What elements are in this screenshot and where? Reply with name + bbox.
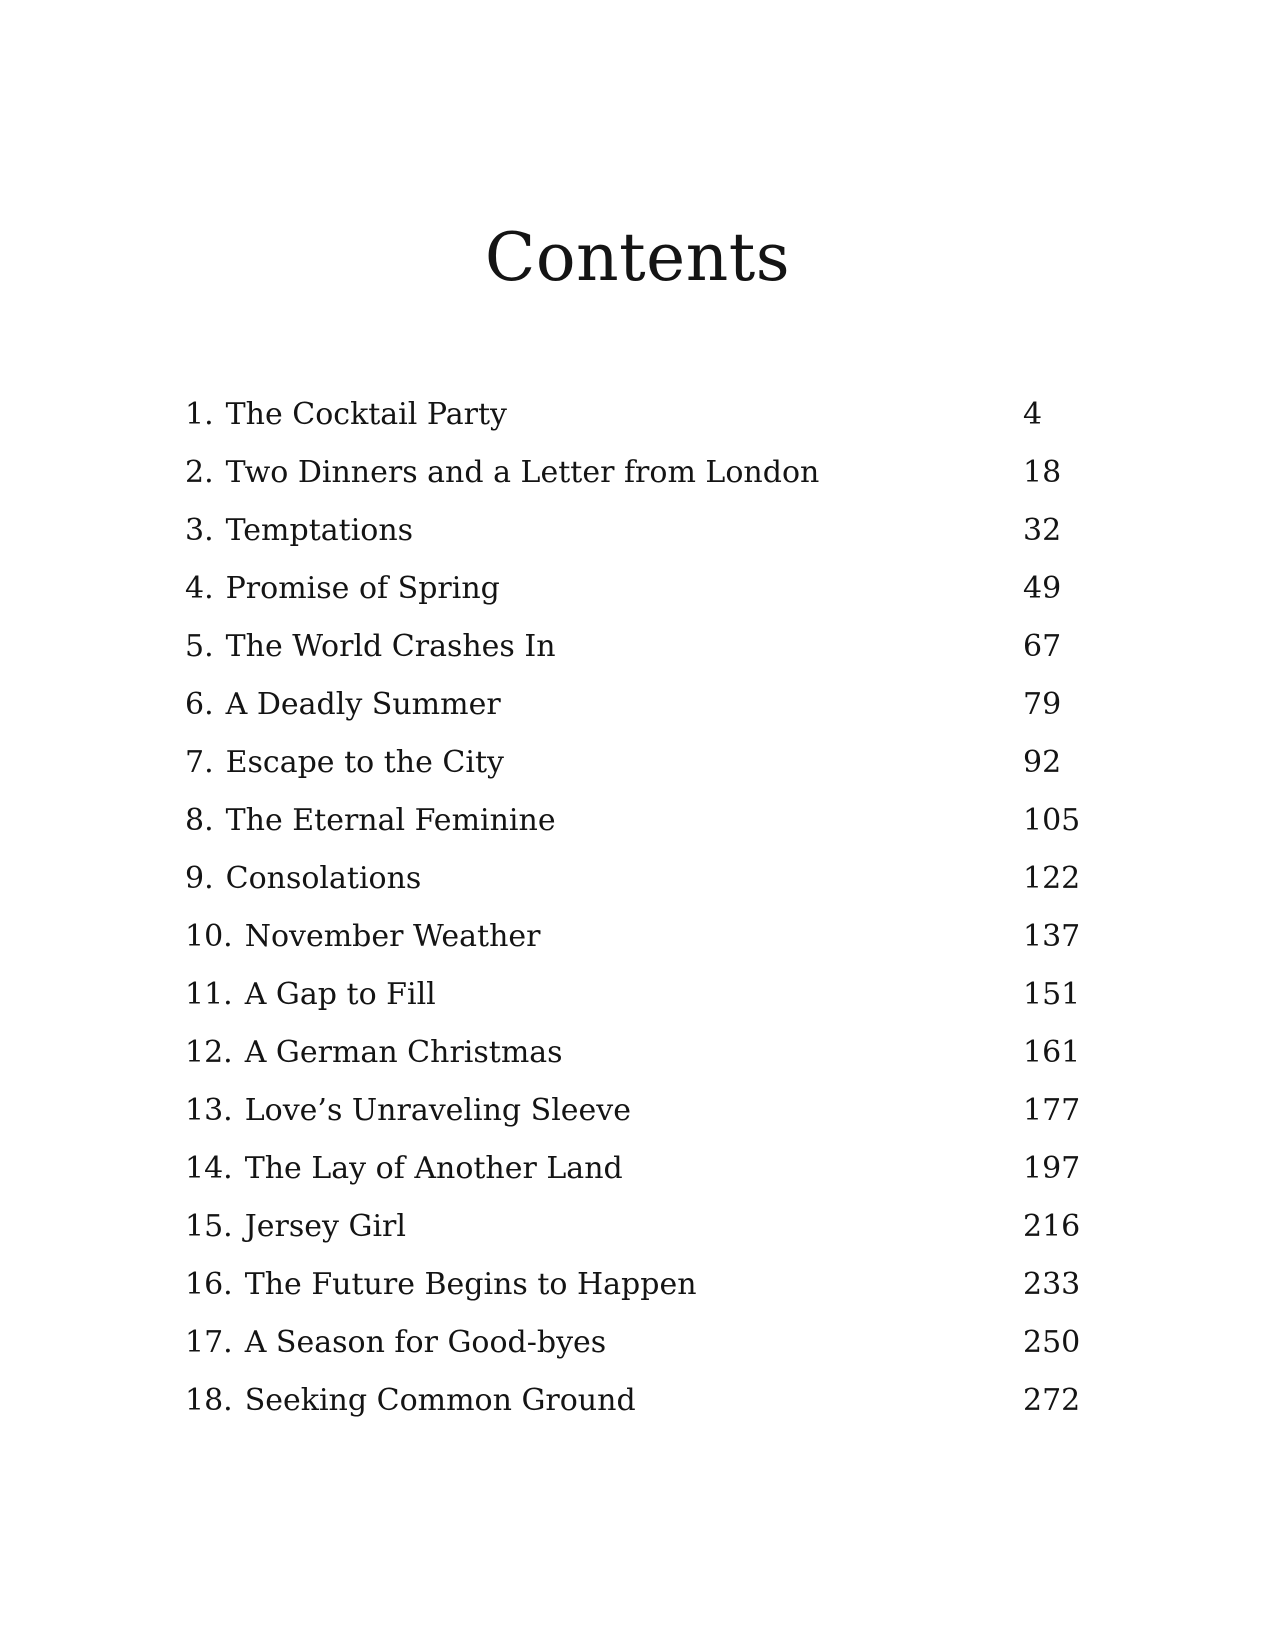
chapter-title: A German Christmas: [244, 1035, 563, 1070]
chapter-page-number: 177: [1023, 1093, 1081, 1128]
chapter-number: 14.: [185, 1151, 233, 1186]
chapter-number: 3.: [185, 513, 214, 548]
chapter-title: The Lay of Another Land: [244, 1151, 623, 1186]
toc-entry[interactable]: [185, 745, 1085, 806]
chapter-number: 6.: [185, 687, 214, 722]
toc-entry[interactable]: [185, 397, 1085, 458]
chapter-number: 9.: [185, 861, 214, 896]
chapter-title: Temptations: [225, 513, 414, 548]
chapter-page-number: 92: [1023, 745, 1062, 780]
table-of-contents: [185, 397, 1085, 1444]
chapter-title: Two Dinners and a Letter from London: [225, 455, 820, 490]
chapter-number: 11.: [185, 977, 233, 1012]
toc-entry[interactable]: [185, 1035, 1085, 1096]
toc-entry[interactable]: [185, 629, 1085, 690]
chapter-number: 15.: [185, 1209, 233, 1244]
chapter-title: Seeking Common Ground: [244, 1383, 636, 1418]
chapter-title: Jersey Girl: [244, 1209, 406, 1244]
chapter-title: The Future Begins to Happen: [244, 1267, 697, 1302]
toc-entry[interactable]: [185, 803, 1085, 864]
toc-entry[interactable]: [185, 1093, 1085, 1154]
chapter-title: Promise of Spring: [225, 571, 500, 606]
chapter-page-number: 122: [1023, 861, 1081, 896]
toc-entry[interactable]: [185, 455, 1085, 516]
chapter-number: 18.: [185, 1383, 233, 1418]
chapter-page-number: 137: [1023, 919, 1081, 954]
chapter-page-number: 105: [1023, 803, 1081, 838]
toc-entry[interactable]: [185, 1151, 1085, 1212]
chapter-number: 10.: [185, 919, 233, 954]
chapter-number: 1.: [185, 397, 214, 432]
toc-entry[interactable]: [185, 687, 1085, 748]
toc-entry[interactable]: [185, 1209, 1085, 1270]
chapter-page-number: 32: [1023, 513, 1062, 548]
chapter-page-number: 197: [1023, 1151, 1081, 1186]
chapter-number: 8.: [185, 803, 214, 838]
toc-entry[interactable]: [185, 513, 1085, 574]
chapter-number: 2.: [185, 455, 214, 490]
chapter-page-number: 272: [1023, 1383, 1081, 1418]
chapter-number: 13.: [185, 1093, 233, 1128]
chapter-page-number: 161: [1023, 1035, 1081, 1070]
toc-entry[interactable]: [185, 861, 1085, 922]
toc-entry[interactable]: [185, 571, 1085, 632]
chapter-title: A Season for Good-byes: [244, 1325, 607, 1360]
chapter-number: 17.: [185, 1325, 233, 1360]
page-title: Contents: [484, 219, 791, 296]
chapter-number: 12.: [185, 1035, 233, 1070]
chapter-title: Consolations: [225, 861, 422, 896]
chapter-page-number: 233: [1023, 1267, 1081, 1302]
chapter-number: 4.: [185, 571, 214, 606]
chapter-title: The Eternal Feminine: [225, 803, 556, 838]
toc-entry[interactable]: [185, 977, 1085, 1038]
chapter-title: The Cocktail Party: [225, 397, 507, 432]
chapter-page-number: 49: [1023, 571, 1062, 606]
chapter-page-number: 67: [1023, 629, 1062, 664]
chapter-page-number: 250: [1023, 1325, 1081, 1360]
chapter-title: The World Crashes In: [225, 629, 556, 664]
toc-entry[interactable]: [185, 1383, 1085, 1444]
chapter-title: November Weather: [244, 919, 541, 954]
toc-entry[interactable]: [185, 919, 1085, 980]
chapter-number: 5.: [185, 629, 214, 664]
chapter-page-number: 216: [1023, 1209, 1081, 1244]
chapter-page-number: 151: [1023, 977, 1081, 1012]
chapter-title: A Deadly Summer: [225, 687, 501, 722]
chapter-page-number: 18: [1023, 455, 1062, 490]
chapter-page-number: 79: [1023, 687, 1062, 722]
chapter-number: 7.: [185, 745, 214, 780]
chapter-number: 16.: [185, 1267, 233, 1302]
chapter-title: Love’s Unraveling Sleeve: [244, 1093, 632, 1128]
chapter-title: Escape to the City: [225, 745, 504, 780]
toc-entry[interactable]: [185, 1325, 1085, 1386]
toc-entry[interactable]: [185, 1267, 1085, 1328]
chapter-title: A Gap to Fill: [244, 977, 436, 1012]
chapter-page-number: 4: [1023, 397, 1043, 432]
